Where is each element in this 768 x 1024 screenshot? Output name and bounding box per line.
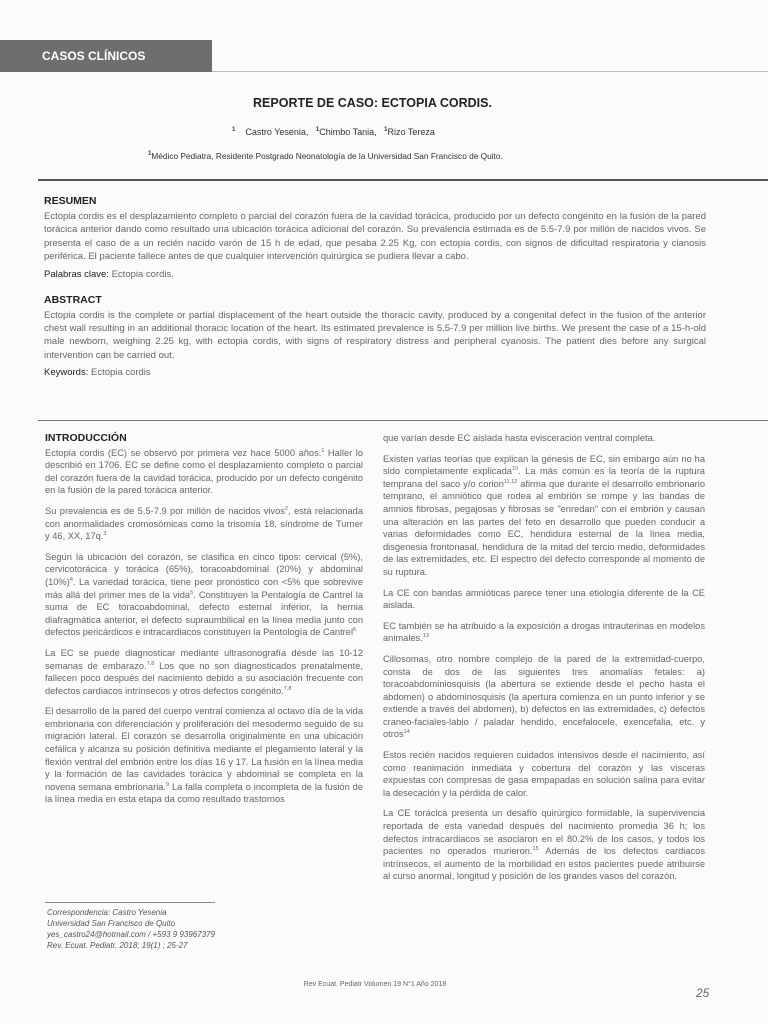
top-divider (38, 179, 768, 181)
citation-ref: 11,12 (503, 478, 518, 485)
body-paragraph (383, 653, 705, 741)
citation-ref: 5 (190, 589, 194, 596)
paragraph-text: . La variedad torácica, tiene peor pronóstico con <5% que sobrevive más allá del primer mes de la vida (45, 576, 363, 600)
paragraph-text: Existen varias teorías que explican la génesis de EC, sin embargo aún no ha sido completamente explicada (383, 453, 705, 477)
citation-ref: 15 (532, 846, 539, 853)
citation-ref: 6 (353, 627, 357, 634)
body-divider (38, 420, 768, 421)
correspondence-block (47, 907, 215, 951)
correspondence-line: Correspondencia: Castro Yesenia (47, 908, 167, 917)
citation-ref: 3 (103, 531, 107, 538)
resumen-keywords (44, 269, 706, 280)
citation-ref: 4 (69, 576, 73, 583)
journal-footer: Rev Ecuat. Pediatr Volumen 19 N°1 Año 2018 (303, 981, 447, 988)
left-column (45, 432, 363, 814)
paragraph-text: Su prevalencia es de 5.5-7.9 por millón de nacidos vivos (45, 505, 285, 516)
paragraph-text: Según la ubicación del corazón, se clasifica en cinco tipos: cervical (5%), cervicotorácica y torácica (65%), toracoabdominal (20%) y abdominal (10%) (45, 551, 363, 587)
abstract-keywords (44, 367, 706, 378)
paragraph-text: La EC se puede diagnosticar mediante ultrasonografía desde las 10-12 semanas de embarazo. (45, 647, 363, 671)
paragraph-text: , está relacionada con anormalidades cromosómicas como la trisomía 18, síndrome de Turner y 46, XX, 17q. (45, 505, 363, 542)
abstract-heading: ABSTRACT (44, 293, 102, 306)
resumen-heading: RESUMEN (44, 195, 97, 207)
body-paragraph (45, 551, 363, 639)
keywords-label: Keywords: (44, 367, 89, 379)
resumen-text: Ectopia cordis es el desplazamiento completo o parcial del corazón fuera de la cavidad torácica, producido por un defecto congénito en la fusión de la pared torácica anterior dando como resultado una ubicación torácica adicional del corazón. Su prevalencia estimada es de 5.5-7.9 por millón de nacidos vivos. Se presenta el caso de a un recién nacido varón de 15 h de edad, que pesaba 2.25 Kg, con ectopia cordis, con signos de dificultad respiratoria y cianosis periférica. El paciente fallece antes de que cualquier intervención quirúrgica se pudiera llevar a cabo. (44, 211, 706, 263)
paragraph-text: Los que no son diagnosticados prenatalmente, fallecen poco después del nacimiento debido a su asociación frecuente con defectos cardiacos intrínsecos y otros defectos congénito. (45, 660, 363, 696)
paragraph-text: La CE con bandas amnióticas parece tener una etiología diferente de la CE aislada. (383, 587, 705, 611)
keywords-value: Ectopia cordis. (111, 268, 174, 280)
paragraph-text: Estos recién nacidos requieren cuidados intensivos desde el nacimiento, así como reanimación inmediata y cobertura del corazón y las vísceras expuestas con compresas de gasa empapadas en solución salina para evitar la desecación y la pérdida de calor. (383, 750, 705, 798)
right-column (383, 432, 705, 891)
affil-marker: 1 (148, 151, 152, 158)
citation-ref: 10 (511, 466, 519, 473)
paragraph-text: Ectopia cordis (EC) se observó por primera vez hace 5000 años. (45, 447, 322, 458)
body-paragraph (383, 453, 705, 579)
paragraph-text: . La más común es la teoría de la ruptura temprana del saco y/o corion (383, 466, 705, 489)
paragraph-text: Además de los defectos cardiacos intrínsecos, el aumento de la morbilidad en estos pacientes puede atribuirse al curso anormal, longitud y posición de los grandes vasos del corazón. (383, 846, 705, 882)
citation-ref: 14 (403, 729, 410, 736)
body-paragraph (45, 647, 363, 697)
citation-ref: 2 (284, 505, 288, 512)
paragraph-text: afirma que durante el desarrollo embrionario temprano, el amniótico que rodea al embrión se rompe y las bandas de amnios fibrosas, pegajosas y fibrosas se "enredan" con el embrión y causan una alteración en las partes del feto en desarrollo que pueden conducir a varias deformidades como EC, hendidura esternal de la línea media, disgenesia frontonasal, hendidura de la mitad del tercio medio, deformidades de las extremidades, etc. El espectro del defecto corresponde al momento de su ruptura. (383, 478, 705, 577)
body-paragraph (45, 705, 363, 806)
citation-ref: 9 (166, 781, 170, 788)
paragraph-text: que varían desde EC aislada hasta evisceración ventral completa. (383, 433, 656, 443)
correspondence-email: yes_castro24@hotmail.com / +593 9 93967379 (47, 930, 216, 939)
paragraph-text: La falla completa o incompleta de la fusión de la línea media en esta etapa da como resultado trastornos (45, 781, 363, 805)
author-affil-marker: 1 (315, 127, 320, 133)
intro-heading: INTRODUCCIÓN (45, 432, 127, 444)
author-name: Castro Yesenia, (245, 127, 309, 137)
body-paragraph (45, 505, 363, 543)
keywords-value: Ectopia cordis (91, 367, 151, 379)
paragraph-text: Haller lo describió en 1706. EC se define como el desplazamiento completo o parcial del corazón fuera de la cavidad torácica, producido por un defecto congénito en la fusión de la pared torácica anterior. (45, 447, 363, 496)
author-affil-marker: 1 (232, 127, 236, 133)
paragraph-text: La CE torácica presenta un desafío quirúrgico formidable, la supervivencia reportada de esta variedad después del nacimiento promedia 36 h; los defectos intracardiacos se asociaron en el 80.2% de los casos, y todos los pacientes no operados murieron. (383, 808, 705, 857)
correspondence-citation: Rev. Ecuat. Pediatr. 2018; 19(1) ; 25-27 (47, 941, 188, 950)
body-paragraph (383, 749, 705, 799)
keywords-label: Palabras clave: (44, 268, 109, 280)
page-number: 25 (696, 986, 710, 1000)
correspondence-line: Universidad San Francisco de Quito (47, 919, 176, 928)
affiliation (148, 151, 503, 161)
correspondence-rule (45, 902, 215, 903)
header-rule (212, 71, 768, 72)
body-paragraph (45, 447, 363, 497)
section-header-tab (0, 40, 212, 72)
affil-text: Médico Pediatra, Residente Postgrado Neonatología de la Universidad San Francisco de Quito. (151, 151, 503, 161)
author-name: Rizo Tereza (387, 127, 435, 137)
author-affil-marker: 1 (384, 127, 388, 133)
paragraph-text: . Constituyen la Pentalogía de Cantrel la suma de EC toracoabdominal, defecto esternal inferior, la hernia diafragmática anterior, el defecto supraumbilical en la línea media junto con defectos pericárdicos e intracardiacos constituyen la Pentología de Cantrel (45, 589, 363, 638)
author-name: Chimbo Tania, (319, 127, 377, 137)
abstract-text: Ectopia cordis is the complete or partial displacement of the heart outside the thoracic cavity, produced by a congenital defect in the fusion of the anterior chest wall resulting in an additional thoracic location of the heart. Its estimated prevalence is 5.5-7.9 per million live births. We present the case of a 15-h-old male newborn, weighing 2.25 kg, with ectopia cordis, with signs of respiratory distress and peripheral cyanosis. The patient dies before any surgical intervention can be carried out. (44, 309, 706, 361)
body-paragraph (383, 432, 705, 445)
citation-ref: 7,8 (283, 685, 292, 692)
citation-ref: 7,8 (146, 660, 155, 667)
body-paragraph (383, 620, 705, 645)
body-paragraph (383, 807, 705, 883)
body-paragraph (383, 587, 705, 612)
section-label: CASOS CLÍNICOS (42, 49, 146, 63)
citation-ref: 13 (422, 633, 429, 640)
article-title: REPORTE DE CASO: ECTOPIA CORDIS. (253, 96, 492, 110)
citation-ref: 1 (321, 447, 325, 454)
paragraph-text: Cillosomas, otro nombre complejo de la pared de la extremidad-cuerpo, consta de dos de las siguientes tres anomalías fetales: a) toracoabdominiosquisis (la abertura se extiende desde el pecho hasta el abdomen) o abdominosquisis (la apertura comienza en un punto inferior y se extiende a través del abdomen), b) defectos en las extremidades, c) defectos craneo-faciales-labio / paladar hendido, encefalocele, exencefalia, etc. y otros (383, 653, 705, 740)
paragraph-text: EC también se ha atribuido a la exposición a drogas intrauterinas en modelos animales. (383, 620, 705, 644)
author-list (232, 127, 435, 137)
paragraph-text: El desarrollo de la pared del cuerpo ventral comienza al octavo día de la vida embrionaria con diferenciación y proliferación del mesodermo seguido de su migración lateral. El corazón se desarrolla originalmente en una ubicación cefálica y alcanza su posición definitiva mediante el plegamiento lateral y la flexión ventral del embrión entre los días 16 y 17. La fusión en la línea media y la formación de las cavidades torácica y abdominal se completa en la novena semana embrionaria. (45, 706, 363, 792)
abstract-block (44, 195, 706, 378)
